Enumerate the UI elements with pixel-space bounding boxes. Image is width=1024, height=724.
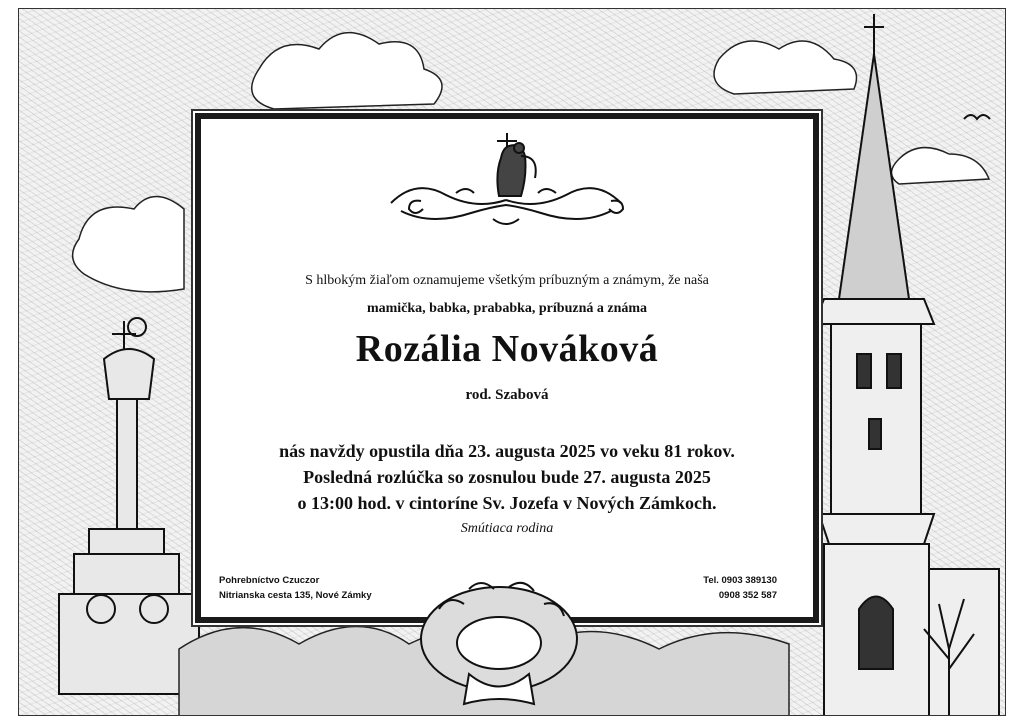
- deceased-name: Rozália Nováková: [355, 328, 659, 370]
- phone-primary: Tel. 0903 389130: [703, 575, 777, 586]
- family-signature: Smútiaca rodina: [460, 521, 554, 536]
- funeral-home-address: Nitrianska cesta 135, Nové Zámky: [219, 590, 372, 601]
- relations-text: mamička, babka, prababka, príbuzná a známa: [366, 301, 648, 316]
- church-tower-icon: [814, 14, 999, 716]
- contact-info: [703, 573, 777, 603]
- farewell-place: o 13:00 hod. v cintoríne Sv. Jozefa v Nových Zámkoch.: [297, 493, 717, 513]
- intro-text: S hlbokým žiaľom oznamujeme všetkým príbuzným a známym, že naša: [305, 273, 709, 288]
- plague-column-icon: [59, 318, 199, 694]
- death-announcement: nás navždy opustila dňa 23. augusta 2025 vo veku 81 rokov.: [279, 441, 735, 461]
- funeral-home-info: [219, 573, 372, 603]
- wreath-icon: [399, 569, 599, 709]
- bird-icon: [964, 115, 990, 119]
- obituary-card: [195, 113, 819, 623]
- phone-secondary: 0908 352 587: [718, 590, 777, 601]
- obituary-sheet: [18, 8, 1006, 716]
- funeral-home-name: Pohrebníctvo Czuczor: [219, 575, 320, 586]
- farewell-date: Posledná rozlúčka so zosnulou bude 27. augusta 2025: [303, 467, 711, 487]
- angel-with-cross-ornament-icon: [381, 131, 651, 231]
- maiden-name: rod. Szabová: [465, 387, 549, 403]
